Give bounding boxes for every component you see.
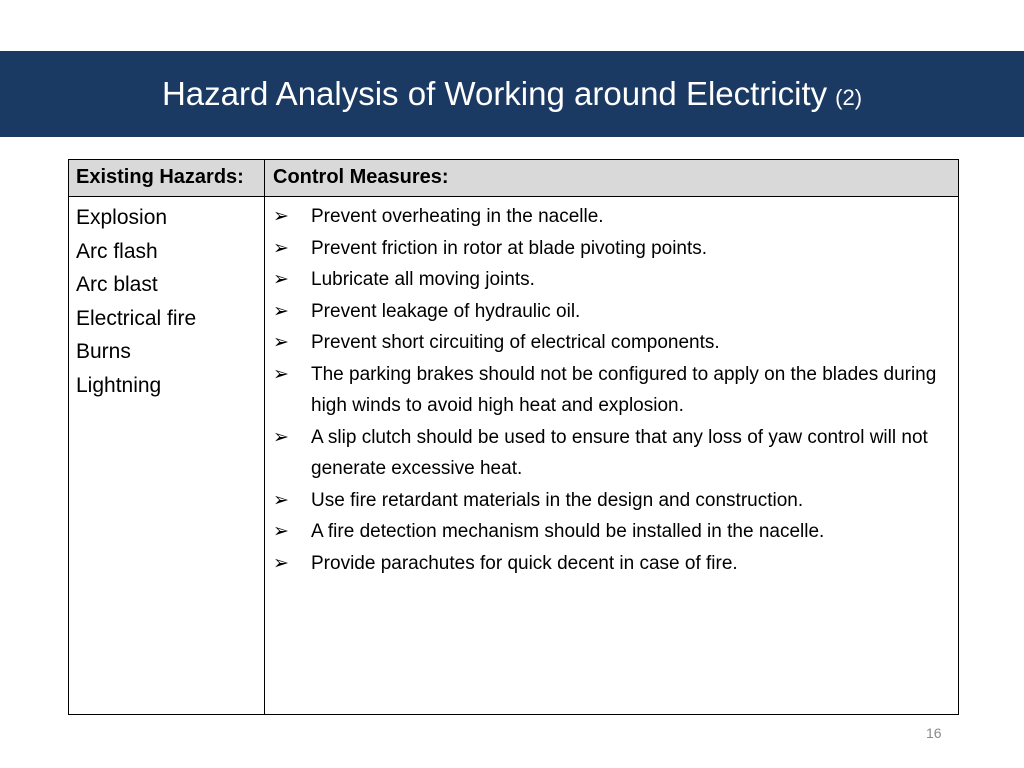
control-measures-list (273, 201, 943, 579)
slide-title (162, 75, 862, 113)
arrow-bullet-icon: ➢ (273, 363, 289, 385)
control-measure-item (273, 233, 943, 265)
hazard-table (68, 159, 959, 715)
control-measure-item (273, 516, 943, 548)
control-measure-text: Prevent short circuiting of electrical components. (311, 332, 720, 353)
control-measure-text: A slip clutch should be used to ensure that any loss of yaw control will not generate excessive heat. (311, 426, 928, 479)
hazards-list (76, 201, 196, 402)
control-measure-text: Lubricate all moving joints. (311, 269, 535, 290)
hazard-item: Electrical fire (76, 306, 197, 330)
arrow-bullet-icon: ➢ (273, 300, 289, 322)
slide-title-suffix: (2) (835, 85, 863, 110)
arrow-bullet-icon: ➢ (273, 332, 289, 353)
control-measure-text: Prevent friction in rotor at blade pivoting points. (311, 237, 708, 259)
title-bar (0, 51, 1024, 137)
control-measure-text: Prevent overheating in the nacelle. (311, 206, 604, 227)
control-measure-item (273, 296, 943, 328)
hazard-item: Arc flash (76, 239, 158, 263)
control-measure-text: A fire detection mechanism should be installed in the nacelle. (311, 521, 825, 542)
arrow-bullet-icon: ➢ (273, 521, 289, 542)
control-measure-item (273, 327, 943, 359)
arrow-bullet-icon: ➢ (273, 426, 289, 448)
slide-title-text: Hazard Analysis of Working around Electricity (161, 75, 828, 112)
control-measure-item (273, 548, 943, 580)
control-measure-item (273, 264, 943, 296)
control-measure-item (273, 485, 943, 517)
arrow-bullet-icon: ➢ (273, 269, 289, 290)
control-measure-text: Prevent leakage of hydraulic oil. (311, 300, 581, 322)
table-header-row (69, 160, 958, 197)
column-divider (264, 160, 265, 714)
page-number: 16 (926, 725, 942, 741)
control-measure-text: Use fire retardant materials in the design and construction. (311, 489, 804, 511)
hazard-item: Arc blast (76, 273, 158, 296)
control-measure-text: The parking brakes should not be configured to apply on the blades during high winds to avoid high heat and explosion. (311, 363, 937, 416)
control-measure-text: Provide parachutes for quick decent in case of fire. (311, 552, 738, 574)
arrow-bullet-icon: ➢ (273, 237, 289, 259)
arrow-bullet-icon: ➢ (273, 552, 289, 574)
hazard-item: Lightning (76, 373, 162, 397)
control-measure-item (273, 422, 943, 485)
hazard-item: Explosion (76, 206, 168, 229)
header-control-measures: Control Measures: (273, 166, 449, 188)
hazard-item: Burns (76, 340, 131, 363)
arrow-bullet-icon: ➢ (273, 206, 289, 227)
control-measure-item (273, 359, 943, 422)
control-measure-item (273, 201, 943, 233)
arrow-bullet-icon: ➢ (273, 489, 289, 511)
header-existing-hazards: Existing Hazards: (76, 166, 244, 188)
